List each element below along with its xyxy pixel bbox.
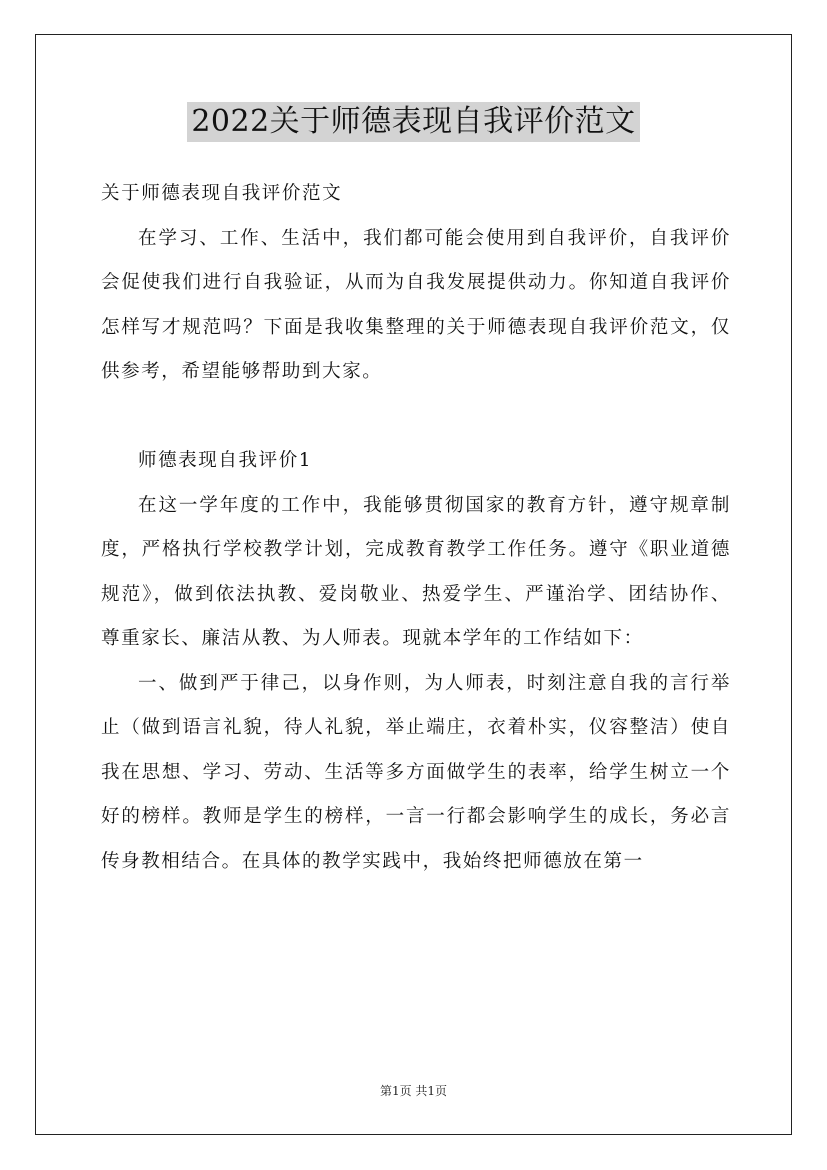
document-title bbox=[0, 102, 827, 142]
document-subtitle: 关于师德表现自我评价范文 bbox=[101, 183, 343, 204]
section-heading: 师德表现自我评价1 bbox=[138, 450, 313, 471]
page-footer: 第1页 共1页 bbox=[379, 1084, 448, 1098]
intro-paragraph: 在学习、工作、生活中，我们都可能会使用到自我评价，自我评价会促使我们进行自我验证，从而为自我发展提供动力。你知道自我评价怎样写才规范吗？下面是我收集整理的关于师德表现自我评价范文，仅供参考，希望能够帮助到大家。 bbox=[101, 227, 731, 382]
body-paragraph-2: 一、做到严于律己，以身作则，为人师表，时刻注意自我的言行举止（做到语言礼貌，待人礼貌，举止端庄，衣着朴实，仪容整洁）使自我在思想、学习、劳动、生活等多方面做学生的表率，给学生树立一个好的榜样。教师是学生的榜样，一言一行都会影响学生的成长，务必言传身教相结合。在具体的教学实践中，我始终把师德放在第一 bbox=[101, 672, 731, 872]
document-title-text: 2022关于师德表现自我评价范文 bbox=[187, 102, 639, 142]
body-paragraph-1: 在这一学年度的工作中，我能够贯彻国家的教育方针，遵守规章制度，严格执行学校教学计划，完成教育教学工作任务。遵守《职业道德规范》，做到依法执教、爱岗敬业、热爱学生、严谨治学、团结协作、尊重家长、廉洁从教、为人师表。现就本学年的工作结如下： bbox=[101, 494, 731, 649]
document-body bbox=[101, 172, 731, 884]
